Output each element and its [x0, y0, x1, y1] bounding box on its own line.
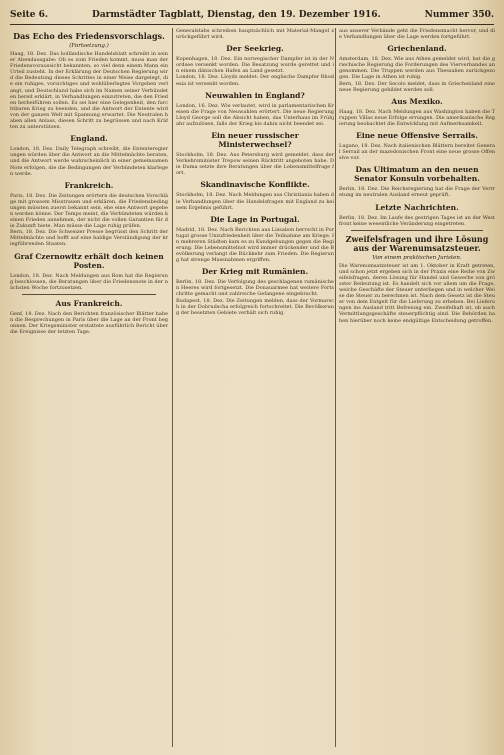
newspaper-dateline: Darmstädter Tagblatt, Dienstag, den 19. Dezember 1916.	[92, 10, 381, 20]
article-subheading: Von einem praktischen Juristen.	[372, 254, 462, 261]
column-3	[335, 28, 495, 747]
article-heading: Zweifelsfragen und ihre Lösung aus der Warenumsatzsteuer.	[345, 233, 489, 253]
section-heading: Der Krieg mit Rumänien.	[201, 267, 309, 277]
page-number: Seite 6.	[10, 10, 49, 20]
article-text: Lugano, 18. Dez. Nach italienischen Blättern bereitet General Serrail an der mazedonischen Front eine neue grosse Offensive vor.	[339, 143, 495, 162]
article-text: aus unserer Verbände geht die Friedensmacht hervor, und die Verhandlungen über die Lage werden fortgeführt.	[339, 28, 495, 41]
section-heading: Die Lage in Portugal.	[210, 214, 300, 224]
article-text: Paris, 18. Dez. Die Zeitungen erörtern die deutschen Vorschläge mit grossem Misstrauen und erklären, die Friedensbedingungen müssten zuerst bekannt sein, ehe eine Antwort gegeben werden könne. Der Temps meint, die Verbündeten würden keinen Frieden annehmen, der nicht die vollen Garantien für die Zukunft biete. Man müsse die Lage ruhig prüfen.	[10, 192, 168, 230]
article-text: Berlin, 18. Dez. Die Verfolgung des geschlagenen rumänischen Heeres wird fortgesetzt. Die Donauarmee hat weitere Fortschritte gemacht und zahlreiche Gefangene eingebracht.	[176, 279, 334, 298]
article-text: Haag, 18. Dez. Das holländische Handelsblatt schreibt in seiner Abendausgabe: Ob es zum Frieden kommt, muss man der Friedensvoraussicht bekannten, so viel denn einem Mann ein Urteil zusteht. In der Erklärung der Deutschen Regierung wird die Bedeutung dieses Schrittes in einer Weise dargelegt, die ein ruhiges, vorsichtiges und wohlüberlegtes Vorgehen verlangt, und Deutschland habe sich im Namen seiner Verbündeten bereit erklärt, in Verhandlungen einzutreten, die den Frieden herbeiführen sollen. Es sei hier eine Gelegenheit, den furchtbaren Krieg zu beenden, und die Antwort der Entente wird von der ganzen Welt mit Spannung erwartet. Die Neutralen haben allen Anlass, diesen Schritt zu begrüssen und nach Kräften zu unterstützen.	[10, 51, 168, 131]
article-text: Bern, 18. Dez. Der Secolo meldet, dass in Griechenland eine neue Regierung gebildet werden soll.	[339, 80, 495, 93]
article-text: Berlin, 18. Dez. Im Laufe des gestrigen Tages ist an der Westfront keine wesentliche Veränderung eingetreten.	[339, 214, 495, 227]
page-header	[10, 6, 494, 25]
article-text: London, 18. Dez. Nach Meldungen aus Rom hat die Regierung beschlossen, die Beratungen über die Friedensnote in der nächsten Woche fortzusetzen.	[10, 272, 168, 291]
article-text: Budapest, 18. Dez. Die Zeitungen melden, dass der Vormarsch in der Dobrudscha erfolgreich fortschreitet. Die Bevölkerung der besetzten Gebiete verhält sich ruhig.	[176, 297, 334, 316]
article-text: Kopenhagen, 18. Dez. Ein norwegischer Dampfer ist in der Nordsee versenkt worden. Die Besatzung wurde gerettet und in einem dänischen Hafen an Land gesetzt.	[176, 56, 334, 75]
article-text: Bern, 18. Dez. Die Schweizer Presse begrüsst den Schritt der Mittelmächte und hofft auf eine baldige Verständigung der kriegführenden Staaten.	[10, 229, 168, 248]
article-heading: Das Echo des Friedensvorschlags.	[13, 31, 165, 41]
article-text: London, 18. Dez. Lloyds meldet: Der englische Dampfer Rhodesia ist versenkt worden.	[176, 74, 334, 87]
article-text: Die Warenumsatzsteuer ist am 1. Oktober in Kraft getreten, und schon jetzt ergeben sich in der Praxis eine Reihe von Zweifelsfragen, deren Lösung für Handel und Gewerbe von grösster Bedeutung ist. Es handelt sich vor allem um die Frage, welche Geschäfte der Steuer unterliegen und in welcher Weise die Steuer zu berechnen ist. Nach dem Gesetz ist die Steuer von dem Entgelt für die Lieferung zu erheben. Bei Lieferungen ins Ausland tritt Befreiung ein. Zweifelhaft ist, ob auch Vermittlungsgeschäfte steuerpflichtig sind. Die Behörden haben hierüber noch keine endgültige Entscheidung getroffen.	[339, 262, 495, 324]
section-heading: Skandinavische Konflikte.	[200, 180, 310, 190]
section-heading: Letzte Nachrichten.	[375, 202, 459, 212]
column-1	[10, 28, 168, 747]
section-heading: England.	[70, 134, 108, 144]
article-text: Stockholm, 18. Dez. Nach Meldungen aus Christiania haben die Verhandlungen über die Handelsfragen mit England zu keinem Ergebnis geführt.	[176, 192, 334, 211]
section-heading: Aus Frankreich.	[55, 298, 123, 308]
section-heading: Graf Czernowitz erhält doch keinen Posten.	[14, 251, 164, 270]
section-heading: Aus Mexiko.	[391, 96, 443, 106]
article-text: Amsterdam, 18. Dez. Wie aus Athen gemeldet wird, hat die griechische Regierung die Forderungen des Vierverbandes angenommen. Die Truppen werden aus Thessalien zurückgezogen. Die Lage in Athen ist ruhig.	[339, 56, 495, 81]
divider	[22, 294, 156, 295]
article-text: Stockholm, 18. Dez. Aus Petersburg wird gemeldet, dass der Verkehrsminister Trepow seinen Rücktritt angeboten habe. Die Duma setzte ihre Beratungen über die Lebensmittelfrage fort.	[176, 152, 334, 177]
section-heading: Frankreich.	[64, 180, 114, 190]
article-text: Generalstabs schreiben hauptsächlich mit Material-Mangel zurückgeführt wird.	[176, 28, 334, 41]
section-heading: Griechenland.	[387, 44, 447, 54]
section-heading: Ein neuer russischer Ministerwechsel?	[211, 131, 299, 150]
section-heading: Der Seekrieg.	[226, 44, 284, 54]
issue-number: Nummer 350.	[424, 10, 494, 20]
article-text: London, 16. Dez. Wie verlautet, wird in parlamentarischen Kreisen die Frage von Neuwahlen erörtert. Die neue Regierung Lloyd George soll die Absicht haben, das Unterhaus im Frühjahr aufzulösen, falls der Krieg bis dahin nicht beendet sei.	[176, 102, 334, 127]
article-text: London, 18. Dez. Daily Telegraph schreibt, die Ententeregierungen würden über die Antwort an die Mittelmächte beraten, und die Antwort werde wahrscheinlich in einer gemeinsamen Note erfolgen, die die Bedingungen der Verbündeten klarlegen werde.	[10, 146, 168, 177]
article-subheading: (Fortsetzung.)	[69, 43, 109, 49]
column-2	[172, 28, 334, 747]
article-text: Berlin, 18. Dez. Die Reichsregierung hat die Frage der Vertretung im neutralen Ausland erneut geprüft.	[339, 186, 495, 199]
section-heading: Das Ultimatum an den neuen Senator Konsuln vorbehalten.	[354, 165, 480, 184]
article-text: Madrid, 18. Dez. Nach Berichten aus Lissabon herrscht in Portugal grosse Unzufriedenheit über die Teilnahme am Kriege. In mehreren Städten kam es zu Kundgebungen gegen die Regierung. Die Lebensmittelnot wird immer drückender und die Bevölkerung verlangt die Rückkehr zum Frieden. Die Regierung hat strenge Massnahmen ergriffen.	[176, 226, 334, 264]
article-text: Genf, 18. Dez. Nach den Berichten französischer Blätter haben die Besprechungen in Paris über die Lage an der Front begonnen. Der Kriegsminister erstattete ausführlich Bericht über die Ereignisse der letzten Tage.	[10, 310, 168, 336]
section-heading: Neuwahlen in England?	[205, 90, 305, 100]
divider	[351, 230, 483, 231]
section-heading: Eine neue Offensive Serrails.	[356, 131, 478, 141]
article-text: Haag, 18. Dez. Nach Meldungen aus Washington haben die Truppen Villas neue Erfolge errungen. Die amerikanische Regierung beobachtet die Entwicklung mit Aufmerksamkeit.	[339, 108, 495, 127]
